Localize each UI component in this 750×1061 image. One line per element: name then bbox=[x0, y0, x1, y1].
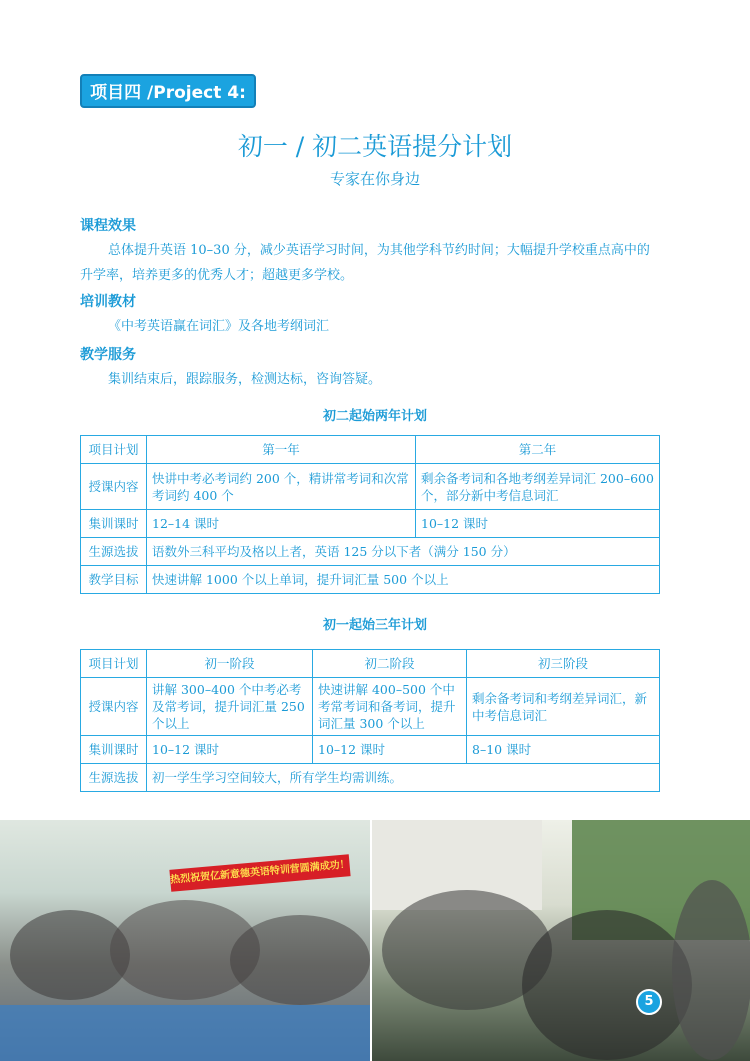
table-header-cell: 初三阶段 bbox=[467, 650, 660, 678]
table-row bbox=[81, 650, 660, 678]
two-year-plan-table bbox=[80, 435, 660, 594]
table-header-cell: 第二年 bbox=[416, 436, 660, 464]
table-header-cell: 初二阶段 bbox=[313, 650, 467, 678]
table-cell: 10–12 课时 bbox=[313, 736, 467, 764]
section-text-effect: 总体提升英语 10–30 分，减少英语学习时间，为其他学科节约时间；大幅提升学校重点高中的升学率，培养更多的优秀人才；超越更多学校。 bbox=[80, 243, 650, 283]
row-label: 授课内容 bbox=[81, 464, 147, 510]
table1-caption: 初二起始两年计划 bbox=[322, 409, 427, 424]
row-label: 授课内容 bbox=[81, 678, 147, 736]
group-photo bbox=[372, 820, 750, 1061]
table-cell: 12–14 课时 bbox=[147, 510, 416, 538]
table-row bbox=[81, 510, 660, 538]
table-cell: 语数外三科平均及格以上者，英语 125 分以下者（满分 150 分） bbox=[147, 538, 660, 566]
section-text-service: 集训结束后，跟踪服务，检测达标，咨询答疑。 bbox=[108, 372, 382, 387]
table-cell: 快速讲解 400–500 个中考常考词和备考词，提升词汇量 300 个以上 bbox=[313, 678, 467, 736]
row-label: 集训课时 bbox=[81, 510, 147, 538]
table-header-cell: 项目计划 bbox=[81, 436, 147, 464]
table-cell: 初一学生学习空间较大，所有学生均需训练。 bbox=[147, 764, 660, 792]
section-text-materials: 《中考英语赢在词汇》及各地考纲词汇 bbox=[108, 319, 330, 334]
table-cell: 剩余备考词和考纲差异词汇，新中考信息词汇 bbox=[467, 678, 660, 736]
page-number: 5 bbox=[636, 989, 662, 1015]
table-cell: 8–10 课时 bbox=[467, 736, 660, 764]
photo-strip bbox=[0, 820, 750, 1061]
project-badge: 项目四 /Project 4: bbox=[80, 74, 256, 108]
row-label: 生源选拔 bbox=[81, 764, 147, 792]
table-cell: 讲解 300–400 个中考必考及常考词，提升词汇量 250 个以上 bbox=[147, 678, 313, 736]
table-header-cell: 项目计划 bbox=[81, 650, 147, 678]
page-title: 初一 / 初二英语提分计划 bbox=[237, 132, 513, 161]
table-header-cell: 第一年 bbox=[147, 436, 416, 464]
table-row bbox=[81, 764, 660, 792]
table-cell: 剩余备考词和各地考纲差异词汇 200–600 个，部分新中考信息词汇 bbox=[416, 464, 660, 510]
classroom-photo bbox=[0, 820, 370, 1061]
row-label: 集训课时 bbox=[81, 736, 147, 764]
table-row bbox=[81, 736, 660, 764]
table-cell: 快讲中考必考词约 200 个，精讲常考词和次常考词约 400 个 bbox=[147, 464, 416, 510]
row-label: 生源选拔 bbox=[81, 538, 147, 566]
table-row bbox=[81, 566, 660, 594]
table-cell: 快速讲解 1000 个以上单词，提升词汇量 500 个以上 bbox=[147, 566, 660, 594]
photo-banner: 热烈祝贺亿新意德英语特训营圆满成功！ bbox=[169, 854, 350, 892]
section-heading-materials: 培训教材 bbox=[80, 294, 136, 310]
section-heading-service: 教学服务 bbox=[80, 347, 136, 363]
table-cell: 10–12 课时 bbox=[147, 736, 313, 764]
table-cell: 10–12 课时 bbox=[416, 510, 660, 538]
page-subtitle: 专家在你身边 bbox=[329, 170, 420, 188]
three-year-plan-table bbox=[80, 649, 660, 792]
row-label: 教学目标 bbox=[81, 566, 147, 594]
table-row bbox=[81, 436, 660, 464]
table-row bbox=[81, 678, 660, 736]
table-row bbox=[81, 538, 660, 566]
section-heading-effect: 课程效果 bbox=[80, 218, 136, 234]
table-header-cell: 初一阶段 bbox=[147, 650, 313, 678]
table2-caption: 初一起始三年计划 bbox=[322, 618, 427, 633]
table-row bbox=[81, 464, 660, 510]
